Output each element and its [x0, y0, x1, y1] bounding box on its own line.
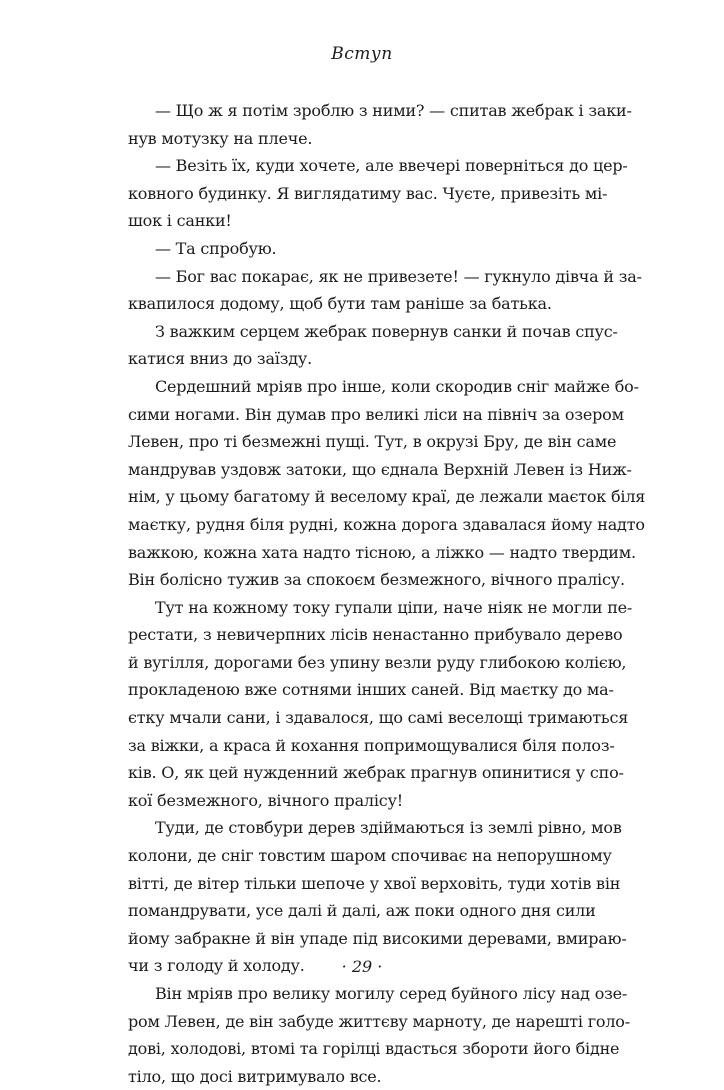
text-line: й вугілля, дорогами без упину везли руду глибокою колією,: [128, 652, 627, 672]
text-line: маєтку, рудня біля рудні, кожна дорога здавалася йому надто: [128, 514, 645, 534]
text-line: колони, де сніг товстим шаром спочиває на непорушному: [128, 846, 612, 866]
text-line: — Та спробую.: [155, 238, 277, 258]
page-number: · 29 ·: [341, 957, 383, 976]
text-line: шок і санки!: [128, 211, 232, 231]
text-line: Він мріяв про велику могилу серед буйного лісу над озе-: [155, 984, 628, 1003]
text-line: нув мотузку на плече.: [128, 128, 313, 148]
text-line: помандрувати, усе далі й далі, аж поки одного дня сили: [128, 901, 596, 921]
text-line: Сердешний мріяв про інше, коли скородив сніг майже бо-: [155, 376, 639, 396]
text-line: йому забракне й він упаде під високими деревами, вмираю-: [128, 928, 627, 948]
text-line: тіло, що досі витримувало все.: [128, 1066, 382, 1086]
text-line: за віжки, а краса й кохання попримощувалися біля полоз-: [128, 735, 615, 755]
text-line: єтку мчали сани, і здавалося, що самі веселощі тримаються: [128, 708, 629, 728]
text-line: сими ногами. Він думав про великі ліси на північ за озером: [128, 404, 624, 424]
text-line: нім, у цьому багатому й веселому краї, де лежали маєток біля: [128, 487, 646, 507]
text-line: прокладеною вже сотнями інших саней. Від маєтку до ма-: [128, 680, 614, 700]
text-line: важкою, кожна хата надто тісною, а ліжко — надто твердим.: [128, 542, 636, 562]
text-line: мандрував уздовж затоки, що єднала Верхній Левен із Ниж-: [128, 459, 632, 479]
text-line: рестати, з невичерпних лісів ненастанно прибувало дерево: [128, 625, 623, 645]
text-line: — Бог вас покарає, як не привезете! — гукнуло дівча й за-: [155, 266, 642, 286]
text-line: Тут на кожному току гупали ціпи, наче ніяк не могли пе-: [155, 597, 633, 617]
running-head: Вступ: [331, 44, 393, 64]
text-line: катися вниз до заїзду.: [128, 349, 312, 369]
text-line: вітті, де вітер тільки шепоче у хвої верховіть, туди хотів він: [128, 873, 621, 893]
text-line: квапилося додому, щоб бути там раніше за батька.: [128, 294, 552, 314]
body-text: [128, 97, 646, 1090]
text-line: Він болісно тужив за спокоєм безмежного, вічного пралісу.: [128, 570, 625, 590]
text-line: — Везіть їх, куди хочете, але ввечері поверніться до цер-: [155, 156, 628, 176]
text-line: З важким серцем жебрак повернув санки й почав спус-: [155, 321, 618, 341]
text-line: ковного будинку. Я виглядатиму вас. Чуєте, привезіть мі-: [128, 183, 608, 203]
text-line: — Що ж я потім зроблю з ними? — спитав жебрак і заки-: [155, 101, 632, 120]
text-line: чи з голоду й холоду.: [128, 956, 305, 976]
text-line: Левен, про ті безмежні пущі. Тут, в окрузі Бру, де він саме: [128, 432, 617, 452]
text-line: ром Левен, де він забуде життєву марноту, де нарешті голо-: [128, 1011, 630, 1031]
text-line: кої безмежного, вічного пралісу!: [128, 790, 404, 810]
text-line: ків. О, як цей нужденний жебрак прагнув опинитися у спо-: [128, 763, 624, 783]
text-line: дові, холодові, втомі та горілці вдасться збороти його бідне: [128, 1039, 620, 1059]
text-line: Туди, де стовбури дерев здіймаються із землі рівно, мов: [155, 818, 622, 838]
